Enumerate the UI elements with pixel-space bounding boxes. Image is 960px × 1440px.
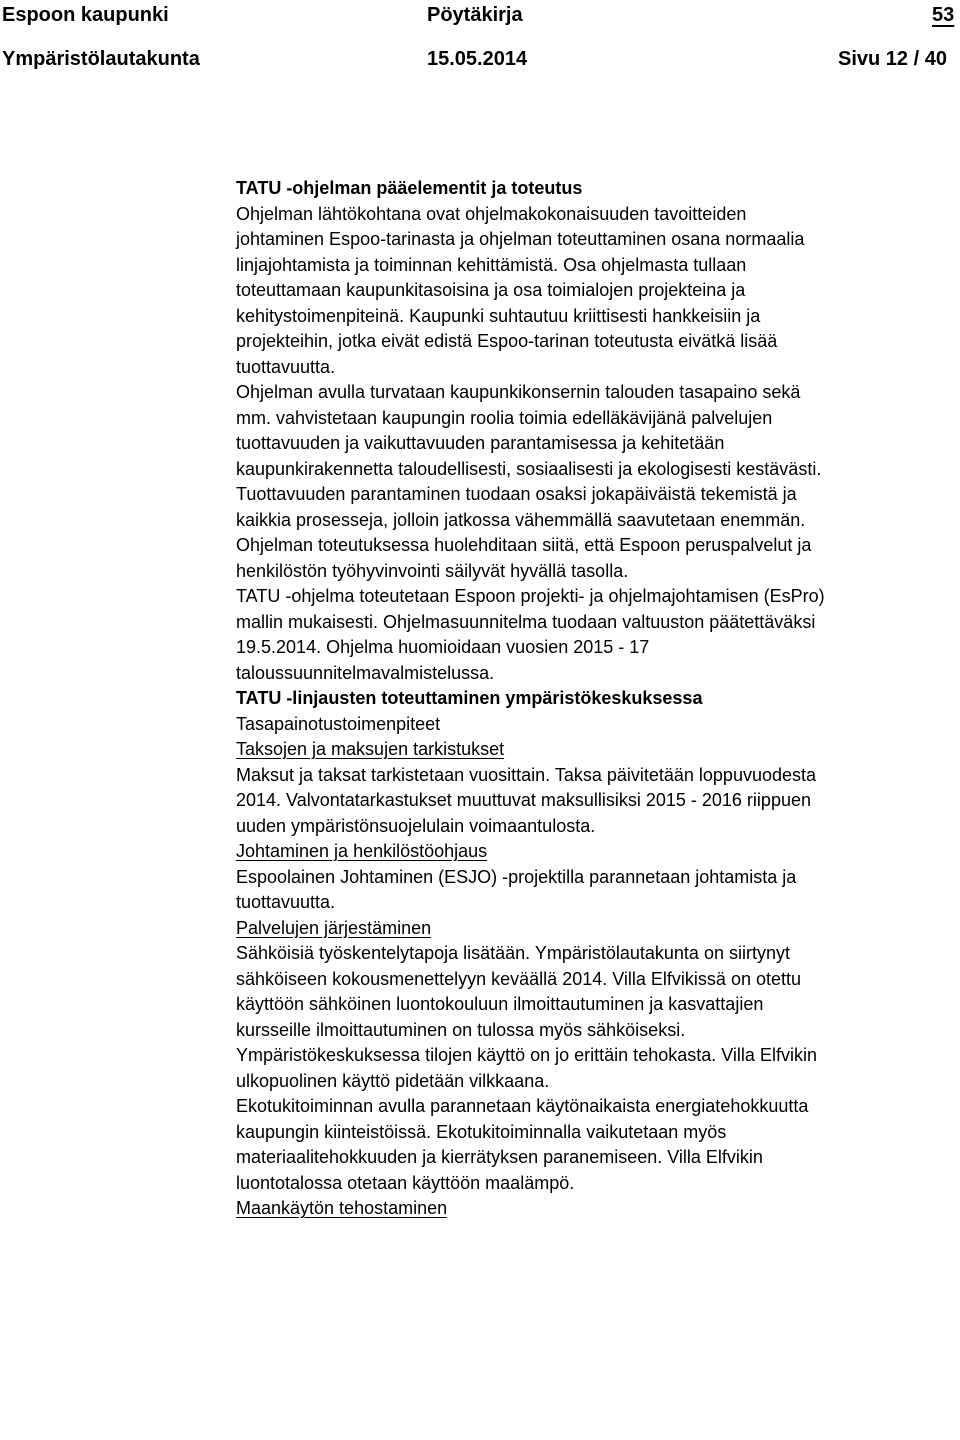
section-title: TATU -ohjelman pääelementit ja toteutus	[236, 178, 583, 198]
paragraph: Maksut ja taksat tarkistetaan vuosittain. Taksa päivitetään loppuvuodesta 2014. Valvontatarkastukset muuttuvat maksullisiksi 2015 - 2016 riippuen uuden ympäristönsuojelulain voimaantulosta.	[236, 764, 817, 836]
committee-name: Ympäristölautakunta	[2, 48, 200, 70]
subsection-heading: Maankäytön tehostaminen	[236, 1198, 448, 1218]
org-name: Espoon kaupunki	[2, 4, 169, 26]
paragraph: Ympäristökeskuksessa tilojen käyttö on jo erittäin tehokasta. Villa Elfvikin ulkopuolinen käyttö pidetään vilkkaana.	[236, 1045, 817, 1091]
meeting-date: 15.05.2014	[427, 48, 528, 70]
page-number: 53	[932, 4, 955, 26]
page-of: Sivu 12 / 40	[838, 48, 947, 70]
paragraph: Ohjelman avulla turvataan kaupunkikonsernin talouden tasapaino sekä mm. vahvistetaan kaupungin roolia toimia edelläkävijänä palvelujen tuottavuuden ja vaikuttavuuden parantamisessa ja kehitetään kaupunkirakennetta taloudellisesti, sosiaalisesti ja ekologisesti kestävästi. Tuottavuuden parantaminen tuodaan osaksi jokapäiväistä tekemistä ja kaikkia prosesseja, jolloin jatkossa vähemmällä saavutetaan enemmän. Ohjelman toteutuksessa huolehditaan siitä, että Espoon peruspalvelut ja henkilöstön työhyvinvointi säilyvät hyvällä tasolla.	[236, 382, 822, 581]
page-header	[0, 0, 960, 80]
section-title: TATU -linjausten toteuttaminen ympäristökeskuksessa	[236, 688, 703, 708]
subsection-heading: Johtaminen ja henkilöstöohjaus	[236, 841, 488, 861]
document-body	[236, 176, 956, 1222]
subsection-heading: Taksojen ja maksujen tarkistukset	[236, 739, 505, 759]
paragraph: Sähköisiä työskentelytapoja lisätään. Ympäristölautakunta on siirtynyt sähköiseen kokousmenettelyyn keväällä 2014. Villa Elfvikissä on otettu käyttöön sähköinen luontokouluun ilmoittautuminen ja kasvattajien kursseille ilmoittautuminen on tulossa myös sähköiseksi.	[236, 943, 801, 1040]
document-type: Pöytäkirja	[427, 4, 523, 26]
paragraph: Ohjelman lähtökohtana ovat ohjelmakokonaisuuden tavoitteiden johtaminen Espoo-tarinasta ja ohjelman toteuttaminen osana normaalia linjajohtamista ja toiminnan kehittämistä. Osa ohjelmasta tullaan toteuttamaan kaupunkitasoisina ja osa toimialojen projekteina ja kehitystoimenpiteinä. Kaupunki suhtautuu kriittisesti hankkeisiin ja projekteihin, jotka eivät edistä Espoo-tarinan toteutusta eivätkä lisää tuottavuutta.	[236, 203, 805, 377]
paragraph: Espoolainen Johtaminen (ESJO) -projektilla parannetaan johtamista ja tuottavuutta.	[236, 866, 797, 912]
section-subtitle: Tasapainotustoimenpiteet	[236, 713, 441, 734]
subsection-heading: Palvelujen järjestäminen	[236, 917, 432, 938]
paragraph: TATU -ohjelma toteutetaan Espoon projekti- ja ohjelmajohtamisen (EsPro) mallin mukaisesti. Ohjelmasuunnitelma tuodaan valtuuston päätettäväksi 19.5.2014. Ohjelma huomioidaan vuosien 2015 - 17 taloussuunnitelmavalmistelussa.	[236, 586, 825, 683]
paragraph: Ekotukitoiminnan avulla parannetaan käytönaikaista energiatehokkuutta kaupungin kiinteistöissä. Ekotukitoiminnalla vaikutetaan myös materiaalitehokkuuden ja kierrätyksen paranemiseen. Villa Elfvikin luontotalossa otetaan käyttöön maalämpö.	[236, 1096, 809, 1193]
